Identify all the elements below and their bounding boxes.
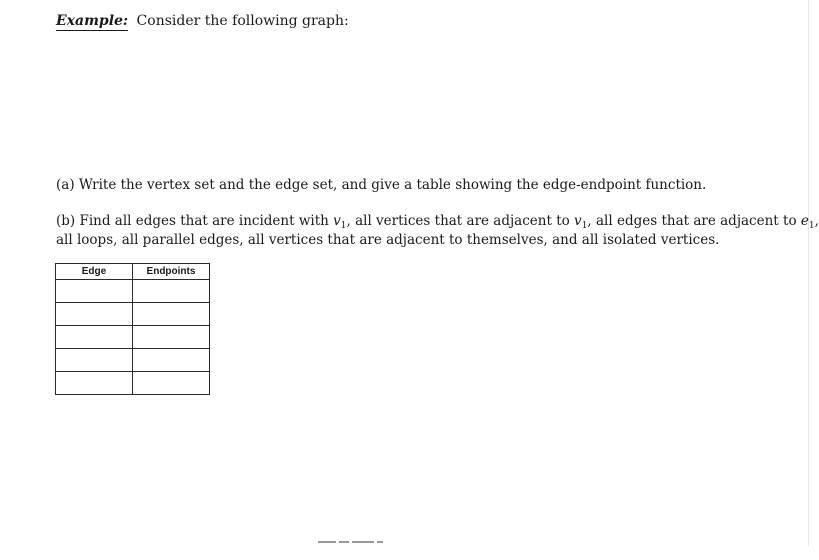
edge-endpoint-table: [55, 263, 210, 395]
table-cell-endpoints: [133, 326, 210, 349]
graph-area: [56, 40, 756, 170]
table-row: [56, 349, 210, 372]
part-b-line-1: [56, 212, 819, 231]
edge-e1-symbol: $e_1$: [800, 213, 815, 231]
example-label: Example:: [56, 13, 129, 29]
question-part-b: [56, 212, 819, 249]
part-b-segment-1: (b) Find all edges that are incident with: [56, 213, 334, 229]
table-row: [56, 280, 210, 303]
table-cell-edge: [56, 303, 133, 326]
part-b-segment-3: , all edges that are adjacent to: [587, 213, 801, 229]
table-cell-endpoints: [133, 280, 210, 303]
table-row: [56, 303, 210, 326]
part-b-segment-4: ,: [814, 213, 819, 229]
table-row: [56, 372, 210, 395]
table-cell-endpoints: [133, 372, 210, 395]
vertex-v1-symbol: $v_1$: [333, 213, 347, 231]
header-endpoints: Endpoints: [133, 264, 210, 280]
part-b-line-2: all loops, all parallel edges, all vertices that are adjacent to themselves, and all isolated vertices.: [56, 231, 720, 248]
table-header-row: [56, 264, 210, 280]
page-edge: [808, 0, 809, 546]
part-b-segment-2: , all vertices that are adjacent to: [346, 213, 575, 229]
table-cell-edge: [56, 349, 133, 372]
table-cell-edge: [56, 372, 133, 395]
table-cell-endpoints: [133, 303, 210, 326]
vertex-v1-symbol: $v_1$: [574, 213, 588, 231]
table-row: [56, 326, 210, 349]
table-cell-edge: [56, 326, 133, 349]
header-edge: Edge: [56, 264, 133, 280]
cut-off-text-fragment: [318, 541, 398, 544]
table-cell-edge: [56, 280, 133, 303]
example-heading: [56, 13, 349, 29]
table-cell-endpoints: [133, 349, 210, 372]
example-intro-text: Consider the following graph:: [136, 13, 349, 29]
question-part-a: (a) Write the vertex set and the edge set, and give a table showing the edge-endpoint function.: [56, 177, 707, 193]
